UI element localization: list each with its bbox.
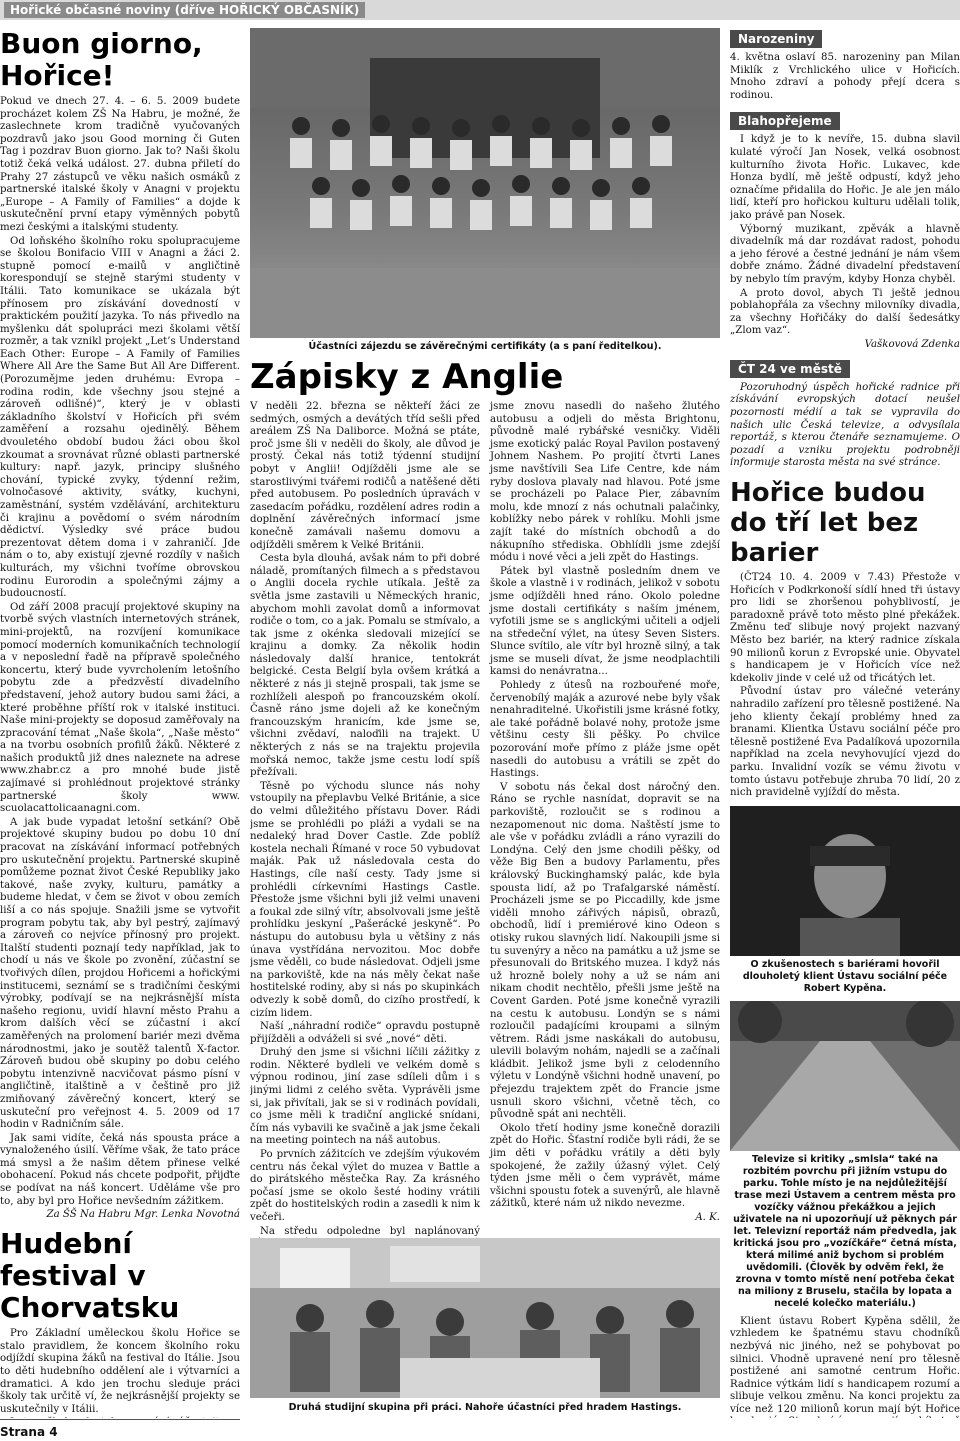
ct24-notice [730, 358, 960, 470]
birthday-notice [730, 28, 960, 102]
group-photo-certificates [250, 28, 720, 338]
paragraph: Pozoruhodný úspěch hořické radnice při získávání evropských dotací neušel pozornosti médií a tak se vypravila do našich ulic Česká televize, a odvysílala reportáž, s kterou čtenáře seznamujeme. O pozadí a vzniku projektu podrobněji informuje starosta města na své stránce. [730, 381, 960, 469]
paragraph: Pokud ve dnech 27. 4. – 6. 5. 2009 budete procházet kolem ZŠ Na Habru, je možné, že zaslechnete krom tradičně vyučovaných pozdravů jako jsou Good morning či Guten Tag i pozdrav Buon giorno. Jak to? Naši školu totiž čeká velká událost. 27. dubna přiletí do Prahy 27 zástupců ve věku našich osmáků z partnerské italské školy v Anagni v projektu „Europe – A Family of Families“ a dojde k uskutečnění první etapy výměnných pobytů mezi českými a italskými studenty. [0, 96, 240, 233]
author-signature: A. K. [695, 1212, 720, 1223]
photo-caption: Druhá studijní skupina při práci. Nahoře účastníci před hradem Hastings. [288, 1402, 682, 1413]
paragraph: Po prvních zážitcích ve zdejším výukovém centru nás čekal výlet do muzea v Battle a do pirátského městečka Ray. Za krásného počasí jsme se okolo šesté hodiny vrátili zpět do hostitelských rodin a zasedli k nim k večeři. [250, 1149, 480, 1223]
park-path-photo [730, 1001, 960, 1151]
paragraph: Klient ústavu Robert Kypěna sdělil, že vzhledem ke špatnému stavu chodníků nezbývá nic jiného, než se pohybovat po silnici. Vhodně upravené není pro tělesně postižené ani samotné centrum Hořic. Radnice výtkám lidí s handicapem rozumí a slibuje velkou změnu. Na konci projektu za více než 120 milionů korun mají být Hořice [730, 1315, 960, 1415]
congrats-text [730, 134, 960, 338]
article-body-bariery [730, 572, 960, 800]
paragraph: Naší „náhradní rodiče“ opravdu postupně přijížděli a odváželi si své „nové“ děti. [250, 1021, 480, 1045]
paragraph: Výborný muzikant, zpěvák a hlavně divadelník má dar rozdávat radost, pohodu a jeho férové a čestné jednání je nám všem dobře známo. Žádné divadelní představení by nebylo tím pravým, kdyby Honza chyběl. [730, 223, 960, 285]
paragraph: V sobotu nás čekal dost náročný den. Ráno se rychle nasnídat, dopravit se na parkoviště, rozloučit se s rodinou a nezapomenout nic doma. Naštěstí jsme to ale vše v pořádku zvládli a ráno vyrazili do Londýna. Celý den jsme chodili pěšky, od věže Big Ben a budovy Parlamentu, přes královský Buckinghamský palác, kde byla spousta lidí, až po Trafalgarské náměstí. Procházeli jsme se po Piccadilly, kde jsme viděli mnoho zářivých nápisů, obrazů, obchodů, lidí i premiérové kino Odeon s otisky rukou slavných lidí. Nakoupili jsme si tu suvenýry a něco na památku a už jsme se přesunovali do Britského muzea. I když nás už hrozně bolely nohy a už se nám ani nikam chodit nechtělo, přešli jsme ještě na Covent Garden. Poté jsme konečně vyrazili na cestu k autobusu. Londýn se s námi rozloučil padajícími kroupami a silným větrem. Rádi jsme naskákali do autobusu, ulevili bolavým nohám, najedli se a začínali kládbit. Jelikož jsme byli z celodenního výletu v Londýně všichni hodně unavení, po přejezdu trajektem zpět do Francie jsme usnuli skoro všichni, včetně těch, co původně spát ani nechtěli. [490, 781, 720, 1121]
birthday-text [730, 52, 960, 102]
paragraph: Druhý den jsme si všichni líčili zážitky z rodin. Některé bydleli ve velkém domě s výpnou rodinou, jiní zase sdíleli dům i s jinými lidmi z celého světa. Vyprávěli jsme si, jak přivítali, jak se si v rodinách povídali, co jsme měli k tradiční anglické snídani, čím nás vybavili ke svačině a jak jsme čekali na meeting pointech na náš autobus. [250, 1047, 480, 1147]
paragraph: Původní ústav pro válečné veterány nahradilo zařízení pro tělesně postižené. Na jeho klienty čekají problémy hned za branami. Klientka Ústavu sociální péče pro tělesně postižené Eva Padalíková upozornila například na zcela nevyhovující vjezd do parku. Invalidní vozík se vému životu v tomto ústavu potřebuje zhruba 70 lidí, 20 z nich pravidelně vyjíždí do města. [730, 686, 960, 799]
paragraph: Od loňského školního roku spolupracujeme se školou Bonifacio VIII v Anagni a žáci 2. stupně pomocí e-mailů v angličtině korespondují se stejně starými studenty v Itálii. Tato komunikace se ukázala být přínosem pro získávání dovedností v praktickém použití jazyka. To nás přivedlo na myšlenku dát spolupráci mezi školami větší rozměr, a tak vznikl projekt „Let’s Understand Each Other: Europe – A Family of Families Where All Are the Same But All Are Different. (Porozumějme jeden druhému: Evropa – rodina rodin, kde všechny jsou stejné a zároveň odlišné)“, který je v oblasti základního školství v Hořicích při svém zaměření a rozsahu ojedinělý. Během dvouletého období budou žáci obou škol zkoumat a srovnávat různé oblasti partnerské kultury: např. jazyk, principy slušného chování, typické zvyky, týdenní režim, volnočasové aktivity, svátky, kuchyni, zaměstnání, systém vzdělávání, architekturu či krajinu a povědomí o svém národním dědictví. Výsledky své práce budou prezentovat dětem doma i v zahraničí. Jde nám o to, aby existují zjevné rozdíly v našich kulturách, my všichni tvoříme obrovskou rodinu Eurorodin a společnými zájmy a budoucností. [0, 235, 240, 600]
right-column [730, 28, 960, 1418]
paragraph: A jak bude vypadat letošní setkání? Obě projektové skupiny budou po dobu 10 dní pracovat na získávání informací potřebných pro uskutečnění projektu. Partnerské skupině pomůžeme poznat život České Republiky jako takové, naše zvyky, kulturu, památky a budeme hledat, v čem se život v obou zemích liší a co nás spojuje. Snažili jsme se vytvořit program pobytu tak, aby byl pestrý, zajímavý a zároveň co nejvíce přínosný pro projekt. Italští studenti poznají tedy například, jak to chodí u nás ve škole po zvonění, zúčastní se tvořivých dílen, projdou Hořicemi a hořickými institucemi, seznámí se s tradičními českými výrobky, podívají se na nejkrásnější místa našeho regionu, uvidí hlavní město Prahu a krom dalších věcí se zúčastní i akcí zaměřených na prolomení bariér mezi dvěma národnostmi, jako je soutěž talentů X-factor. Zároveň budou obě skupiny po dobu celého pobytu intenzivně nacvičovat pásmo písní v angličtině, italštině a v češtině pro již zmiňovaný závěrečný koncert, který se uskuteční pro veřejnost 4. 5. 2009 od 17 hodin v Radničním sále. [0, 816, 240, 1131]
footer-divider [0, 1419, 240, 1420]
article-title-bariery: Hořice budou do tří let bez barier [730, 478, 926, 569]
left-column [0, 28, 240, 1418]
article-body-buon-giorno [0, 96, 240, 1208]
congratulations-notice [730, 110, 960, 350]
paragraph: Od září 2008 pracují projektové skupiny na tvorbě svých vlastních internetových stránek, mini-projektů, na rozvíjení komunikace pomocí moderních komunikačních technologií a v neposlední řadě na přípravě společného koncertu, který bude vyvrcholením letošního pobytu zde a předzvěstí divadelního představení, jehož autory budou sami žáci, a které proběhne příští rok v italské instituci. Naše mini-projekty se doposud zaměřovaly na zpracování témat „Naše škola“, „Naše město“ a na tvorbu osobních profilů žáků. Některé z našich produktů již dnes naleznete na adrese www.zhabr.cz a pro mnohé bude jistě zajímavé si prohlédnout projektové stránky partnerské školy www. scuolacattolicaanagni.com. [0, 601, 240, 815]
masthead-bar [0, 0, 960, 20]
photo-caption: Účastníci zájezdu se závěrečnými certifikáty (a s paní ředitelkou). [308, 341, 662, 352]
masthead-title: Hořické občasné noviny (dříve HOŘICKÝ OBČASNÍK) [4, 2, 365, 18]
paragraph: (ČT24 10. 4. 2009 v 7.43) Přestože v Hořicích v Podkrkonoší sídlí hned tři ústavy pro lidi se zhoršenou pohyblivostí, je paradoxně právě toto město plné překážek. Změnu teď slibuje nový projekt nazvaný Město bez bariér, na který radnice získala 90 milionů korun z Evropské unie. Obyvatel s handicapem je v Hořicích více než kdekoliv jinde v celé už od třicátých let. [730, 572, 960, 684]
paragraph: Jak sami vidíte, čeká nás spousta práce a vynaloženého úsilí. Věříme však, že tato práce má smysl a že našim dětem přinese velké obohacení. Pokud nás chcete podpořit, přijďte se podívat na náš koncert. Uděláme vše pro to, aby byl pro Hořice nevšedním zážitkem. [0, 1132, 240, 1207]
article-body-festival [0, 1328, 240, 1418]
paragraph: Cesta byla dlouhá, avšak nám to při dobré náladě, promítaných filmech a s představou o Anglii docela rychle utíkala. Ještě za světla jsme zastavili u Německých hranic, abychom mohli zavolat domů a informovat rodiče o tom, co a jak. Pomalu se stmívalo, a tak jsme z okénka sledovali mizející se krajinu a domky. Za několik hodin následovaly další hranice, tentokrát belgické. Cesta Belgií byla ovšem krátká a některé z nás ji stejně prospali, tak jsme se rozhlíželi alespoň po francouzském okolí. Časně ráno jsme dojeli až ke konečným francouzským hranicím, kde jsme se, všichni zvědaví, naloďili na trajekt. U některých z nás se na trajektu projevila mořská nemoc, takže jsme cestu lodí spíš přežívali. [250, 553, 480, 779]
footer [0, 1422, 960, 1441]
article-title-festival: Hudební festival v Chorvatsku [0, 1227, 180, 1325]
photo-caption: O zkušenostech s bariérami hovořil dlouholetý klient Ústavu sociální péče Robert Kypěna. [742, 958, 948, 994]
page-number: Strana 4 [0, 1425, 58, 1439]
author-signature: Vaškovová Zdenka [864, 338, 960, 350]
paragraph: A proto dovol, abych Ti ještě jednou poblahopřála za všechny milovníky divadla, za všechny Hořičáky do další šedesátky „Zlom vaz“. [730, 287, 960, 337]
section-label-birthday: Narozeniny [730, 30, 822, 48]
classroom-photo [250, 1238, 720, 1398]
paragraph: I když je to k nevíře, 15. dubna slavil kulaté výročí Jan Nosek, velká osobnost kulturního života Hořic. Lukavec, kde Honza bydlí, mě ještě odpustí, když jeho označíme přidalila do Hořic. Je ale jen málo lidí, kteří pro hořickou kulturu udělali tolik, jako právě pan Nosek. [730, 134, 960, 221]
section-label-ct24: ČT 24 ve městě [730, 360, 850, 378]
ct24-text [730, 382, 960, 470]
section-label-congrats: Blahopřejeme [730, 112, 840, 130]
paragraph: 4. května oslaví 85. narozeniny pan Milan Miklík z Vrchlického ulice v Hořicích. Mnoho zdraví a pohody přejí dcera s rodinou. [730, 52, 960, 101]
photo-caption: Televize si kritiky „smlsla“ také na rozbitém povrchu při jižním vstupu do parku. Tohle místo je na nejdůležitější trase mezi Ústavem a centrem města pro vozíčky vážnou překážkou a jejich uživatele na ni upozorňují už pěknych pár let. Televizní reportáž nám předvedla, jak kritická jsou pro „vozíčkáře“ četná místa, která milimé aniž bychom si problém uvědomili. (Člověk by odvěm řekl, že zrovna v tomto místě není potřeba čekat na miliony z Bruselu, stačila by lopata a necelé kolečko materiálu.) [733, 1153, 957, 1309]
paragraph: Těsně po východu slunce nás nohy vstoupily na přeplavbu Velké Británie, a sice do velmi důležitého přístavu Dover. Rádi jsme se prohlédli po pláži a vydali se na nedaleký hrad Dover Castle. Zde poblíž kostela nechali Římané v roce 50 vybudovat maják. Pak už následovala cesta do Hastings, cíle naší cesty. Tady jsme si prohlédli církevními Hastings Castle. Přestože jsme všichni byli již velmi unaveni a foukal zde silný vítr, absolvovali jsme ještě prohlídku jeskyní „Pašerácké jeskyně“. Po nástupu do autobusu byla u většiny z nás únava vystřídána nervozitou. Moc dobře jsme věděli, co bude následovat. Odjeli jsme na parkoviště, kde na nás měly čekat naše hostitelské rodiny, aby si nás po skupinkách odvezly k sobě domů, do cizího prostředí, k cizím lidem. [250, 780, 480, 1019]
paragraph: V neděli 22. března se někteří žáci ze sedmých, osmých a devátých tříd sešli před areálem ZŠ Na Daliborce. Možná se ptáte, proč jsme šli v neděli do školy, ale důvod je prostý. Čekal nás totiž týdenní studijní pobyt v Anglii! Odjížděli jsme ale se starostlivými tvářemi rodičů a natěšené děti před autobusem. Po posledních úpravách v zasedacím pořádku, rozdělení adres rodin a doplnění závěrečných informací jsme konečně zamávali našemu domovu a odjížděli směrem k Velké Británii. [250, 401, 480, 551]
article-title-buon-giorno: Buon giorno, Hořice! [0, 28, 203, 92]
paragraph: Pátek byl vlastně posledním dnem ve škole a vlastně i v rodinách, jelikož v sobotu jsme odjížděli hned ráno. Okolo poledne jsme dostali certifikáty s naším jménem, vyfotili jsme se s anglickými učiteli a odjeli na středeční výlet, na útesy Seven Sisters. Slunce svítilo, ale vítr byl hrozně silný, a tak jsme se museli dívat, že jsme neodplachtili kamsi do nenávratna... [490, 565, 720, 678]
article-body-bariery-2 [730, 1316, 960, 1418]
paragraph: Okolo třetí hodiny jsme konečně dorazili zpět do Hořic. Šťastní rodiče byli rádi, že se jim děti v pořádku vrátily a děti byly spokojené, že zažily úžasný výlet. Celý týden jsme měli o čem vyprávět, máme všichni spoustu fotek a suvenýrů, ale hlavně zážitků, které nám už nikdo nevezme. [490, 1122, 720, 1210]
middle-column [250, 28, 720, 1418]
paragraph [0, 1417, 240, 1418]
paragraph: Pro Základní uměleckou školu Hořice se stalo pravidlem, že koncem školního roku odjíždí skupina žáků na festival do Itálie. Jsou to děti hudebního oddělení ale i výtvarníci a dramatici. A kdo jen trochu sleduje práci školy tak určitě ví, že nejkrásnější projekty se uskutečnily v Itálii. [0, 1328, 240, 1415]
paragraph: Na středu odpoledne byl naplánovaný [260, 1225, 480, 1237]
article-title-anglie: Zápisky z Anglie [250, 357, 564, 397]
paragraph: Pohledy z útesů na rozbouřené moře, červenobílý maják a azurové nebe byly však nenahraditelné. Ukořistili jsme krásné fotky, ale také pořádně bolavé nohy, protože jsme většinu cesty šli pěšky. Po chvilce pozorování moře přímo z pláže jsme opět nasedli do autobusu a vrátili se zpět do Hastings. [490, 680, 720, 780]
portrait-photo-kypena [730, 806, 960, 956]
author-signature: Za ŠŠ Na Habru Mgr. Lenka Novotná [46, 1209, 240, 1221]
paragraph: jsme znovu nasedli do našeho žlutého autobusu a odjeli do města Brightonu, původně malé rybářské vesničky. Viděli jsme exotický palác Royal Pavilon postavený Johnem Nashem. Po projití čtvrti Lanes jsme navštívili Sea Life Centre, kde nám ryby doslova plavaly nad hlavou. Poté jsme se procházeli po Palace Pier, zábavním molu, kde mnozí z nás ochutnali palačinky, koblížky nebo párek v rohlíku. Mohli jsme zajít také do místních obchodů a do nákupního střediska. Obhlídli jsme zdejší módu i nové věci a jeli zpět do Hastings. [490, 401, 720, 564]
